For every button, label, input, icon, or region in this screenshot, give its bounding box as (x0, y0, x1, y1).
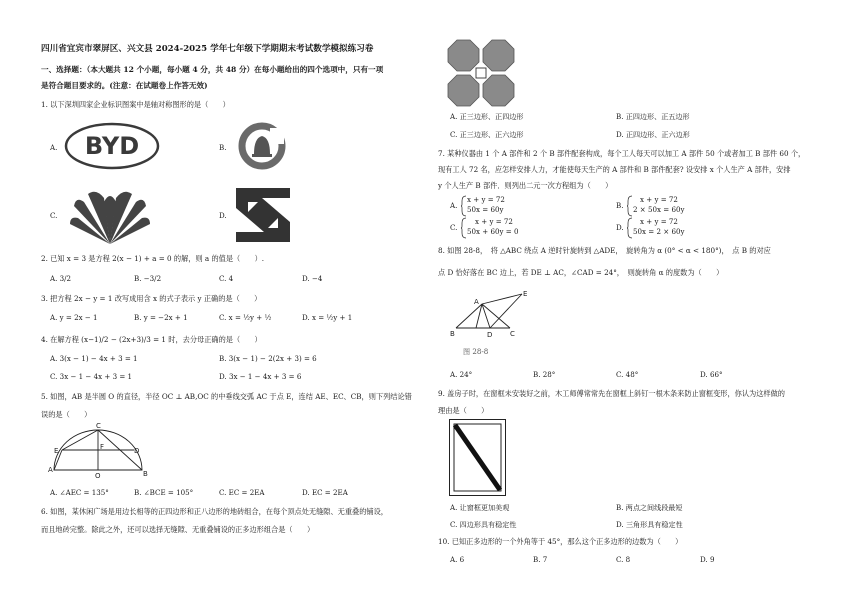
q7-option-b-label: B. (616, 201, 624, 210)
section-heading-line1: 一、选择题：（本大题共 12 个小题，每小题 4 分，共 48 分）在每小题给出的四个选项中，只有一项 (41, 65, 384, 74)
q3-stem: 3. 把方程 2x − y = 1 改写成用含 x 的式子表示 y 正确的是（ ） (41, 294, 262, 303)
q9-window-frame-figure (449, 419, 507, 497)
q5-option-d: D. EC = 2EA (302, 488, 348, 497)
bell-logo (240, 122, 284, 170)
byd-logo-text: BYD (84, 132, 140, 160)
q1-option-a-label: A. (50, 143, 58, 152)
q6-stem-line1: 6. 如图，某休闲广场是用边长相等的正四边形和正八边形的地砖组合，在每个顶点处无缝隙、无重叠的铺设， (41, 507, 388, 516)
q3-option-b: B. y = −2x + 1 (134, 313, 188, 322)
q1-option-c-label: C. (50, 211, 58, 220)
q6-stem-line2: 而且地砖完整。除此之外，还可以选择无缝隙、无重叠铺设的正多边形组合是（ ） (41, 525, 315, 534)
q8-label-d: D (487, 331, 493, 339)
q3-option-c: C. x = ½y + ½ (219, 313, 272, 322)
q8-option-c: C. 48° (616, 370, 639, 379)
q4-option-b: B. 3(x − 1) − 2(2x + 3) = 6 (219, 354, 317, 363)
q6-option-c: C. 正三边形、正六边形 (450, 130, 524, 139)
q8-option-a: A. 24° (450, 370, 473, 379)
q5-stem-line2: 误的是（ ） (41, 410, 92, 419)
q2-option-b: B. −3/2 (134, 274, 162, 283)
q7-option-d-eq1: x + y = 72 (640, 217, 678, 226)
q6-octagon-tiling-figure (448, 40, 514, 106)
q5-stem-line1: 5. 如图，AB 是半圆 O 的直径，半径 OC ⊥ AB,OC 的中垂线交弧 AC 于点 E，连结 AE、EC、CB，则下列结论错 (41, 392, 412, 401)
q4-option-c: C. 3x − 1 − 4x + 3 = 1 (50, 372, 133, 381)
q8-rotation-figure (446, 288, 536, 342)
q10-option-c: C. 8 (616, 555, 631, 564)
q5-option-c: C. EC = 2EA (219, 488, 265, 497)
q7-stem-line2: 现有工人 72 名，应怎样安排人力，才能使每天生产的 A 部件和 B 部件配套? 设安排 x 个人生产 A 部件，安排 (438, 165, 791, 174)
geometric-logo (236, 188, 290, 242)
q2-option-c: C. 4 (219, 274, 234, 283)
q7-option-a-eq2: 50x = 60y (467, 205, 504, 214)
q10-option-b: B. 7 (533, 555, 548, 564)
q4-option-a: A. 3(x − 1) − 4x + 3 = 1 (50, 354, 138, 363)
q7-option-d-label: D. (616, 223, 624, 232)
q8-option-b: B. 28° (533, 370, 556, 379)
q7-option-b-eq2: 2 × 50x = 60y (633, 205, 685, 214)
q9-stem-line2: 理由是（ ） (438, 406, 489, 415)
q1-option-d-label: D. (219, 211, 227, 220)
q5-label-f: F (100, 443, 105, 451)
q8-label-c: C (510, 330, 515, 338)
q5-option-b: B. ∠BCE = 105° (134, 488, 194, 497)
q5-label-c: C (96, 422, 101, 430)
q7-option-c-eq2: 50x + 60y = 0 (467, 227, 519, 236)
q1-option-b-label: B. (219, 143, 227, 152)
q10-stem: 10. 已知正多边形的一个外角等于 45°，那么这个正多边形的边数为（ ） (438, 537, 683, 546)
q6-option-a: A. 正三边形、正四边形 (450, 112, 524, 121)
q5-option-a: A. ∠AEC = 135° (50, 488, 109, 497)
q8-figure-caption: 图 28-8 (463, 347, 489, 356)
q8-label-b: B (450, 330, 455, 338)
q4-stem: 4. 在解方程 (x−1)/2 − (2x+3)/3 = 1 时，去分母正确的是（ ） (41, 335, 262, 344)
q7-stem-line1: 7. 某种仪器由 1 个 A 部件和 2 个 B 部件配套构成，每个工人每天可以加工 A 部件 50 个或者加工 B 部件 60 个， (438, 149, 806, 158)
q9-option-a: A. 让窗框更加美观 (450, 503, 510, 512)
q5-label-e: E (54, 447, 59, 455)
q2-option-a: A. 3/2 (50, 274, 72, 283)
q5-semicircle-figure (48, 422, 148, 480)
q10-option-d: D. 9 (700, 555, 715, 564)
byd-logo (64, 122, 160, 170)
q5-label-a: A (48, 466, 53, 474)
q3-option-d: D. x = ½y + 1 (302, 313, 353, 322)
q5-label-o: O (95, 472, 101, 480)
q6-option-b: B. 正四边形、正五边形 (616, 112, 690, 121)
q6-option-d: D. 正四边形、正六边形 (616, 130, 690, 139)
page-title: 四川省宜宾市翠屏区、兴文县 2024-2025 学年七年级下学期期末考试数学模拟练习卷 (41, 44, 374, 54)
q8-label-e: E (523, 290, 528, 298)
section-heading-line2: 是符合题目要求的。(注意：在试题卷上作答无效) (41, 81, 208, 90)
q7-option-a-eq1: x + y = 72 (467, 195, 505, 204)
q8-stem-line1: 8. 如图 28-8， 将 △ABC 绕点 A 逆时针旋转到 △ADE， 旋转角为 α (0° < α < 180°)， 点 B 的对应 (438, 246, 771, 255)
q8-option-d: D. 66° (700, 370, 723, 379)
q8-label-a: A (474, 298, 479, 306)
q1-stem: 1. 以下深圳四家企业标识图案中是轴对称图形的是（ ） (41, 100, 230, 109)
q5-label-b: B (143, 470, 148, 478)
q7-option-d-eq2: 50x = 2 × 60y (633, 227, 685, 236)
q10-option-a: A. 6 (450, 555, 465, 564)
q7-option-c-label: C. (450, 223, 458, 232)
q5-label-d: D (134, 447, 140, 455)
q9-stem-line1: 9. 盖房子时，在窗框未安装好之前，木工师傅常常先在窗框上斜钉一根木条来防止窗框变形，你认为这样做的 (438, 389, 785, 398)
q9-option-d: D. 三角形具有稳定性 (616, 520, 683, 529)
q7-option-b-eq1: x + y = 72 (640, 195, 678, 204)
q7-stem-line3: y 个人生产 B 部件．则列出二元一次方程组为（ ） (438, 181, 613, 190)
q3-option-a: A. y = 2x − 1 (50, 313, 98, 322)
huawei-logo (68, 184, 152, 246)
q4-option-d: D. 3x − 1 − 4x + 3 = 6 (219, 372, 302, 381)
q7-option-a-label: A. (450, 201, 458, 210)
q8-stem-line2: 点 D 恰好落在 BC 边上，若 DE ⊥ AC，∠CAD = 24°， 则旋转角 α 的度数为（ ） (438, 268, 724, 277)
q9-option-c: C. 四边形具有稳定性 (450, 520, 517, 529)
q2-option-d: D. −4 (302, 274, 323, 283)
q7-option-c-eq1: x + y = 72 (475, 217, 513, 226)
q9-option-b: B. 两点之间线段最短 (616, 503, 683, 512)
q2-stem: 2. 已知 x = 3 是方程 2(x − 1) + a = 0 的解，则 a 的值是（ ）. (41, 254, 265, 263)
